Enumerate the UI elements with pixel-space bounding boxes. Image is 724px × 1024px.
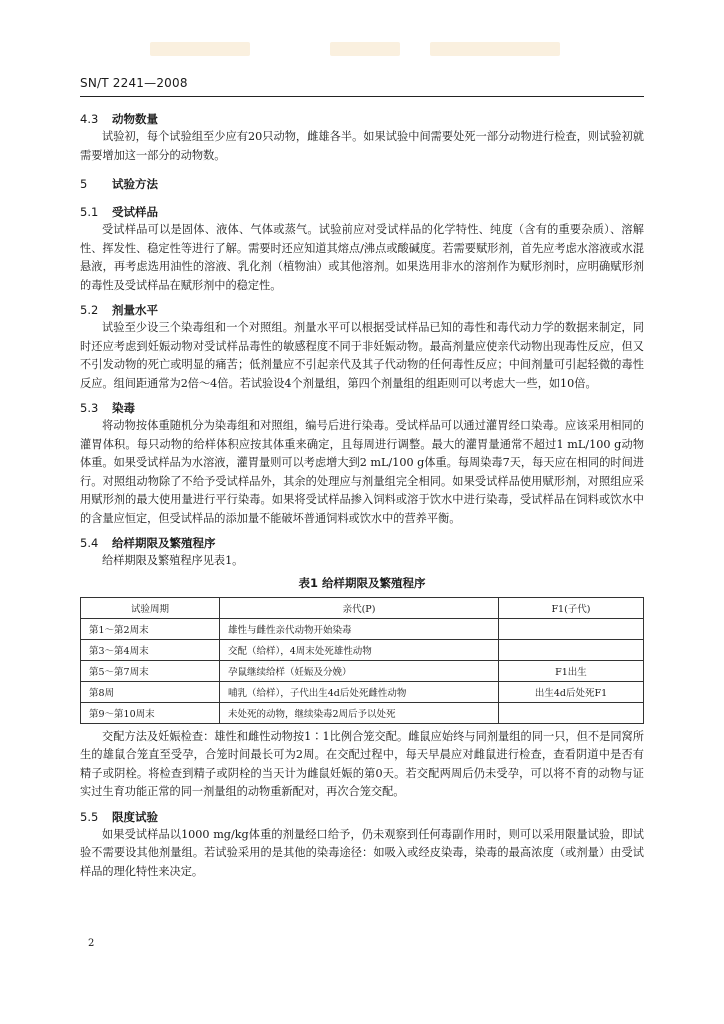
section-title: 限度试验 — [112, 809, 158, 824]
watermark-band — [150, 42, 250, 56]
section-title: 染毒 — [112, 401, 135, 415]
section-number: 5 — [80, 177, 88, 191]
table-cell: 第3～第4周末 — [81, 639, 220, 660]
page-number: 2 — [88, 938, 95, 949]
section-title: 动物数量 — [112, 112, 158, 126]
table-row — [81, 702, 644, 723]
section-title: 剂量水平 — [112, 303, 158, 317]
table-cell — [499, 639, 644, 660]
section-heading — [80, 808, 644, 826]
paragraph: 试验至少设三个染毒组和一个对照组。剂量水平可以根据受试样品已知的毒性和毒代动力学的数据来制定，同时还应考虑到妊娠动物对受试样品毒性的敏感程度不同于非妊娠动物。最高剂量应使亲代动物出现毒性反应，但又不引发动物的死亡或明显的痛苦；低剂量应不引起亲代及其子代动物的任何毒性反应；中间剂量可引起轻微的毒性反应。组间距通常为2倍～4倍。若试验设4个剂量组，第四个剂量组的组距则可以考虑大一些，如10倍。 — [80, 321, 644, 390]
breeding-schedule-table — [80, 597, 644, 724]
table-cell: 孕鼠继续给样（妊娠及分娩） — [220, 660, 499, 681]
table-cell — [499, 702, 644, 723]
table-cell: F1出生 — [499, 660, 644, 681]
table-row — [81, 660, 644, 681]
section-title: 试验方法 — [112, 177, 158, 191]
watermark-band — [330, 42, 400, 56]
section-number: 5.1 — [80, 205, 99, 219]
section-heading — [80, 175, 644, 193]
paragraph: 交配方法及妊娠检查：雄性和雌性动物按1∶1比例合笼交配。雌鼠应始终与同剂量组的同一只，但不是同窝所生的雄鼠合笼直至受孕，合笼时间最长可为2周。在交配过程中，每天早晨应对雌鼠进行检查，查看阴道中是否有精子或阴栓。将检查到精子或阴栓的当天计为雌鼠妊娠的第0天。若交配两周后仍未受孕，可以将不育的动物与证实过生育功能正常的同一剂量组的动物重新配对，再次合笼交配。 — [80, 729, 644, 798]
section-heading — [80, 203, 644, 221]
section-title: 受试样品 — [112, 205, 158, 219]
paragraph: 受试样品可以是固体、液体、气体或蒸气。试验前应对受试样品的化学特性、纯度（含有的重要杂质）、溶解性、挥发性、稳定性等进行了解。需要时还应知道其熔点/沸点或酸碱度。若需要赋形剂，首先应考虑水溶液或水混悬液，再考虑选用油性的溶液、乳化剂（植物油）或其他溶剂。如果选用非水的溶剂作为赋形剂时，应明确赋形剂的毒性及受试样品在赋形剂中的稳定性。 — [80, 223, 644, 292]
table-cell: 第8周 — [81, 681, 220, 702]
paragraph: 如果受试样品以1000 mg/kg体重的剂量经口给予，仍未观察到任何毒副作用时，则可以采用限量试验，即试验不需要设其他剂量组。若试验采用的是其他的染毒途径：如吸入或经皮染毒，染毒的最高浓度（或剂量）由受试样品的理化特性来决定。 — [80, 827, 644, 878]
table-cell: 第9～第10周末 — [81, 702, 220, 723]
section-number: 5.2 — [80, 303, 99, 317]
paragraph: 将动物按体重随机分为染毒组和对照组，编号后进行染毒。受试样品可以通过灌胃经口染毒。应该采用相同的灌胃体积。每只动物的给样体积应按其体重来确定，且每周进行调整。最大的灌胃量通常不超过1 mL/100 g动物体重。如果受试样品为水溶液，灌胃量则可以考虑增大到2 mL/100 g体重。每周染毒7天，每天应在相同的时间进行。对照组动物除了不给予受试样品外，其余的处理应与剂量组完全相同。如果受试样品使用赋形剂，对照组应采用赋形剂的最大使用量进行平行染毒。如果将受试样品掺入饲料或溶于饮水中进行染毒，受试样品在饲料或饮水中的含量应恒定，但受试样品的添加量不能破坏普通饲料或饮水中的营养平衡。 — [80, 419, 644, 525]
table-cell: 雄性与雌性亲代动物开始染毒 — [220, 618, 499, 639]
table-title: 表1 给样期限及繁殖程序 — [298, 575, 426, 590]
section-title: 给样期限及繁殖程序 — [112, 536, 216, 550]
document-body — [80, 110, 644, 881]
table-cell: 哺乳（给样），子代出生4d后处死雌性动物 — [220, 681, 499, 702]
watermark-band — [430, 42, 560, 56]
section-number: 4.3 — [80, 112, 99, 126]
section-heading — [80, 399, 644, 417]
section-heading — [80, 534, 644, 552]
table-cell: 交配（给样），4周末处死雄性动物 — [220, 639, 499, 660]
table-row — [81, 681, 644, 702]
paragraph: 试验初，每个试验组至少应有20只动物，雌雄各半。如果试验中间需要处死一部分动物进行检查，则试验初就需要增加这一部分的动物数。 — [80, 130, 644, 162]
table-row — [81, 639, 644, 660]
section-heading — [80, 301, 644, 319]
table-cell: 未处死的动物，继续染毒2周后予以处死 — [220, 702, 499, 723]
column-header-offspring: F1(子代) — [499, 597, 644, 618]
table-row — [81, 618, 644, 639]
table-cell: 出生4d后处死F1 — [499, 681, 644, 702]
section-number: 5.4 — [80, 536, 99, 550]
table-cell: 第5～第7周末 — [81, 660, 220, 681]
section-number: 5.3 — [80, 401, 99, 415]
table-cell — [499, 618, 644, 639]
section-number: 5.5 — [80, 809, 99, 824]
column-header-parent: 亲代(P) — [220, 597, 499, 618]
header-rule — [80, 96, 644, 97]
section-heading — [80, 110, 644, 128]
table-header-row — [81, 597, 644, 618]
standard-code: SN/T 2241—2008 — [80, 76, 188, 90]
table-cell: 第1～第2周末 — [81, 618, 220, 639]
paragraph: 给样期限及繁殖程序见表1。 — [102, 554, 244, 567]
column-header-period: 试验周期 — [81, 597, 220, 618]
